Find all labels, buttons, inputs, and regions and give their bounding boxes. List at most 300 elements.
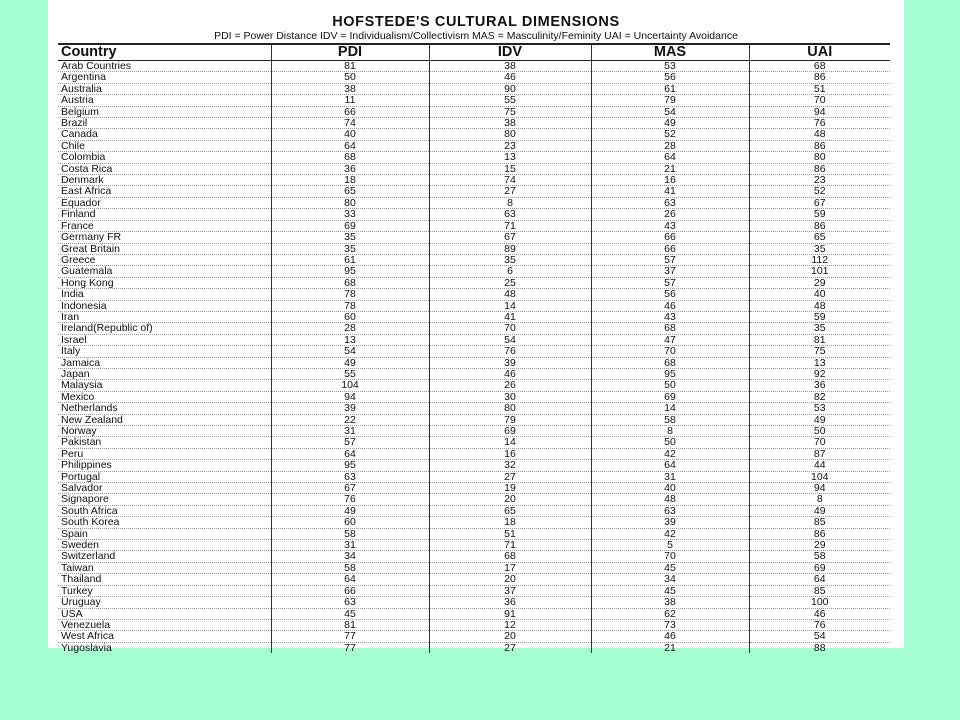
idv-cell: 8 <box>429 197 591 208</box>
idv-cell: 76 <box>429 346 591 357</box>
mas-cell: 14 <box>591 403 749 414</box>
table-row <box>58 118 890 129</box>
idv-cell: 12 <box>429 619 591 630</box>
table-row <box>58 277 890 288</box>
idv-cell: 20 <box>429 494 591 505</box>
idv-cell: 26 <box>429 380 591 391</box>
mas-cell: 54 <box>591 106 749 117</box>
idv-cell: 48 <box>429 289 591 300</box>
pdi-cell: 95 <box>271 460 429 471</box>
country-cell: Great Britain <box>58 243 271 254</box>
mas-cell: 49 <box>591 118 749 129</box>
mas-cell: 56 <box>591 289 749 300</box>
idv-cell: 68 <box>429 551 591 562</box>
pdi-cell: 64 <box>271 140 429 151</box>
country-cell: Belgium <box>58 106 271 117</box>
uai-cell: 49 <box>749 505 890 516</box>
uai-cell: 65 <box>749 232 890 243</box>
idv-cell: 32 <box>429 460 591 471</box>
header-mas: MAS <box>591 44 749 61</box>
pdi-cell: 76 <box>271 494 429 505</box>
mas-cell: 62 <box>591 608 749 619</box>
idv-cell: 19 <box>429 483 591 494</box>
uai-cell: 64 <box>749 574 890 585</box>
mas-cell: 39 <box>591 517 749 528</box>
pdi-cell: 38 <box>271 83 429 94</box>
idv-cell: 16 <box>429 448 591 459</box>
country-cell: Salvador <box>58 483 271 494</box>
uai-cell: 44 <box>749 460 890 471</box>
country-cell: Peru <box>58 448 271 459</box>
table-row <box>58 209 890 220</box>
table-row <box>58 357 890 368</box>
country-cell: South Korea <box>58 517 271 528</box>
mas-cell: 47 <box>591 334 749 345</box>
pdi-cell: 81 <box>271 619 429 630</box>
mas-cell: 38 <box>591 597 749 608</box>
mas-cell: 41 <box>591 186 749 197</box>
mas-cell: 48 <box>591 494 749 505</box>
uai-cell: 104 <box>749 471 890 482</box>
country-cell: Sweden <box>58 540 271 551</box>
uai-cell: 40 <box>749 289 890 300</box>
pdi-cell: 77 <box>271 642 429 653</box>
header-pdi: PDI <box>271 44 429 61</box>
table-row <box>58 175 890 186</box>
mas-cell: 73 <box>591 619 749 630</box>
uai-cell: 100 <box>749 597 890 608</box>
pdi-cell: 67 <box>271 483 429 494</box>
uai-cell: 53 <box>749 403 890 414</box>
uai-cell: 86 <box>749 72 890 83</box>
pdi-cell: 36 <box>271 163 429 174</box>
table-row <box>58 334 890 345</box>
pdi-cell: 66 <box>271 585 429 596</box>
pdi-cell: 49 <box>271 505 429 516</box>
country-cell: Italy <box>58 346 271 357</box>
idv-cell: 27 <box>429 471 591 482</box>
mas-cell: 70 <box>591 346 749 357</box>
uai-cell: 86 <box>749 140 890 151</box>
country-cell: Guatemala <box>58 266 271 277</box>
uai-cell: 35 <box>749 323 890 334</box>
uai-cell: 87 <box>749 448 890 459</box>
pdi-cell: 54 <box>271 346 429 357</box>
mas-cell: 52 <box>591 129 749 140</box>
table-row <box>58 368 890 379</box>
table-row <box>58 391 890 402</box>
country-cell: India <box>58 289 271 300</box>
table-row <box>58 72 890 83</box>
mas-cell: 79 <box>591 95 749 106</box>
uai-cell: 92 <box>749 368 890 379</box>
mas-cell: 63 <box>591 505 749 516</box>
mas-cell: 95 <box>591 368 749 379</box>
mas-cell: 21 <box>591 163 749 174</box>
idv-cell: 80 <box>429 129 591 140</box>
table-row <box>58 254 890 265</box>
idv-cell: 17 <box>429 562 591 573</box>
table-row <box>58 163 890 174</box>
country-cell: Netherlands <box>58 403 271 414</box>
mas-cell: 42 <box>591 448 749 459</box>
pdi-cell: 40 <box>271 129 429 140</box>
mas-cell: 21 <box>591 642 749 653</box>
uai-cell: 59 <box>749 311 890 322</box>
idv-cell: 80 <box>429 403 591 414</box>
uai-cell: 112 <box>749 254 890 265</box>
idv-cell: 89 <box>429 243 591 254</box>
country-cell: Mexico <box>58 391 271 402</box>
table-row <box>58 562 890 573</box>
pdi-cell: 63 <box>271 597 429 608</box>
pdi-cell: 18 <box>271 175 429 186</box>
country-cell: Brazil <box>58 118 271 129</box>
mas-cell: 66 <box>591 232 749 243</box>
country-cell: Colombia <box>58 152 271 163</box>
pdi-cell: 34 <box>271 551 429 562</box>
uai-cell: 36 <box>749 380 890 391</box>
mas-cell: 42 <box>591 528 749 539</box>
pdi-cell: 94 <box>271 391 429 402</box>
table-row <box>58 505 890 516</box>
pdi-cell: 68 <box>271 152 429 163</box>
idv-cell: 67 <box>429 232 591 243</box>
uai-cell: 8 <box>749 494 890 505</box>
uai-cell: 76 <box>749 619 890 630</box>
idv-cell: 90 <box>429 83 591 94</box>
table-row <box>58 608 890 619</box>
mas-cell: 8 <box>591 426 749 437</box>
pdi-cell: 95 <box>271 266 429 277</box>
pdi-cell: 13 <box>271 334 429 345</box>
country-cell: West Africa <box>58 631 271 642</box>
uai-cell: 35 <box>749 243 890 254</box>
idv-cell: 46 <box>429 368 591 379</box>
idv-cell: 63 <box>429 209 591 220</box>
country-cell: Chile <box>58 140 271 151</box>
idv-cell: 70 <box>429 323 591 334</box>
pdi-cell: 69 <box>271 220 429 231</box>
uai-cell: 23 <box>749 175 890 186</box>
country-cell: Costa Rica <box>58 163 271 174</box>
idv-cell: 55 <box>429 95 591 106</box>
mas-cell: 31 <box>591 471 749 482</box>
uai-cell: 48 <box>749 300 890 311</box>
data-table <box>58 43 890 653</box>
table-row <box>58 597 890 608</box>
pdi-cell: 68 <box>271 277 429 288</box>
table-row <box>58 437 890 448</box>
idv-cell: 65 <box>429 505 591 516</box>
mas-cell: 46 <box>591 631 749 642</box>
idv-cell: 36 <box>429 597 591 608</box>
idv-cell: 69 <box>429 426 591 437</box>
idv-cell: 25 <box>429 277 591 288</box>
uai-cell: 67 <box>749 197 890 208</box>
uai-cell: 94 <box>749 106 890 117</box>
pdi-cell: 63 <box>271 471 429 482</box>
table-row <box>58 186 890 197</box>
idv-cell: 71 <box>429 220 591 231</box>
uai-cell: 86 <box>749 163 890 174</box>
pdi-cell: 50 <box>271 72 429 83</box>
uai-cell: 70 <box>749 437 890 448</box>
uai-cell: 85 <box>749 585 890 596</box>
country-cell: Spain <box>58 528 271 539</box>
idv-cell: 38 <box>429 118 591 129</box>
mas-cell: 43 <box>591 220 749 231</box>
country-cell: Japan <box>58 368 271 379</box>
uai-cell: 75 <box>749 346 890 357</box>
country-cell: Uruguay <box>58 597 271 608</box>
mas-cell: 45 <box>591 562 749 573</box>
table-row <box>58 311 890 322</box>
table-row <box>58 471 890 482</box>
table-row <box>58 574 890 585</box>
pdi-cell: 22 <box>271 414 429 425</box>
mas-cell: 46 <box>591 300 749 311</box>
mas-cell: 61 <box>591 83 749 94</box>
table-row <box>58 323 890 334</box>
mas-cell: 69 <box>591 391 749 402</box>
idv-cell: 20 <box>429 631 591 642</box>
idv-cell: 74 <box>429 175 591 186</box>
mas-cell: 37 <box>591 266 749 277</box>
mas-cell: 53 <box>591 61 749 72</box>
uai-cell: 80 <box>749 152 890 163</box>
mas-cell: 26 <box>591 209 749 220</box>
mas-cell: 56 <box>591 72 749 83</box>
pdi-cell: 31 <box>271 426 429 437</box>
pdi-cell: 45 <box>271 608 429 619</box>
idv-cell: 27 <box>429 642 591 653</box>
pdi-cell: 33 <box>271 209 429 220</box>
table-row <box>58 220 890 231</box>
mas-cell: 64 <box>591 460 749 471</box>
table-row <box>58 61 890 72</box>
table-row <box>58 483 890 494</box>
pdi-cell: 31 <box>271 540 429 551</box>
page-title: HOFSTEDE'S CULTURAL DIMENSIONS <box>332 14 620 30</box>
header-row <box>58 44 890 61</box>
country-cell: Malaysia <box>58 380 271 391</box>
pdi-cell: 35 <box>271 232 429 243</box>
uai-cell: 88 <box>749 642 890 653</box>
idv-cell: 14 <box>429 300 591 311</box>
idv-cell: 79 <box>429 414 591 425</box>
idv-cell: 13 <box>429 152 591 163</box>
country-cell: Hong Kong <box>58 277 271 288</box>
table-row <box>58 414 890 425</box>
pdi-cell: 78 <box>271 289 429 300</box>
uai-cell: 51 <box>749 83 890 94</box>
idv-cell: 91 <box>429 608 591 619</box>
pdi-cell: 81 <box>271 61 429 72</box>
uai-cell: 29 <box>749 277 890 288</box>
idv-cell: 71 <box>429 540 591 551</box>
idv-cell: 37 <box>429 585 591 596</box>
uai-cell: 49 <box>749 414 890 425</box>
uai-cell: 70 <box>749 95 890 106</box>
pdi-cell: 61 <box>271 254 429 265</box>
table-row <box>58 540 890 551</box>
uai-cell: 29 <box>749 540 890 551</box>
country-cell: Canada <box>58 129 271 140</box>
uai-cell: 94 <box>749 483 890 494</box>
table-row <box>58 426 890 437</box>
idv-cell: 35 <box>429 254 591 265</box>
pdi-cell: 58 <box>271 528 429 539</box>
table-row <box>58 551 890 562</box>
table-row <box>58 197 890 208</box>
uai-cell: 86 <box>749 220 890 231</box>
country-cell: Ireland(Republic of) <box>58 323 271 334</box>
country-cell: New Zealand <box>58 414 271 425</box>
mas-cell: 68 <box>591 357 749 368</box>
idv-cell: 54 <box>429 334 591 345</box>
header-uai: UAI <box>749 44 890 61</box>
pdi-cell: 60 <box>271 311 429 322</box>
mas-cell: 40 <box>591 483 749 494</box>
country-cell: East Africa <box>58 186 271 197</box>
table-row <box>58 619 890 630</box>
pdi-cell: 57 <box>271 437 429 448</box>
table-row <box>58 642 890 653</box>
uai-cell: 82 <box>749 391 890 402</box>
country-cell: Yugoslavia <box>61 642 112 654</box>
table-row <box>58 517 890 528</box>
uai-cell: 76 <box>749 118 890 129</box>
country-cell: Israel <box>58 334 271 345</box>
country-cell: Greece <box>58 254 271 265</box>
country-cell: Germany FR <box>58 232 271 243</box>
uai-cell: 69 <box>749 562 890 573</box>
mas-cell: 64 <box>591 152 749 163</box>
mas-cell: 28 <box>591 140 749 151</box>
legend-text: PDI = Power Distance IDV = Individualism/Collectivism MAS = Masculinity/Feminity UAI = Uncertainty Avoidance <box>214 30 738 42</box>
country-cell: Norway <box>58 426 271 437</box>
idv-cell: 51 <box>429 528 591 539</box>
country-cell: Switzerland <box>58 551 271 562</box>
idv-cell: 14 <box>429 437 591 448</box>
mas-cell: 34 <box>591 574 749 585</box>
mas-cell: 58 <box>591 414 749 425</box>
table-row <box>58 140 890 151</box>
mas-cell: 5 <box>591 540 749 551</box>
country-cell: Equador <box>58 197 271 208</box>
idv-cell: 23 <box>429 140 591 151</box>
uai-cell: 86 <box>749 528 890 539</box>
uai-cell: 58 <box>749 551 890 562</box>
pdi-cell: 65 <box>271 186 429 197</box>
pdi-cell: 58 <box>271 562 429 573</box>
mas-cell: 57 <box>591 277 749 288</box>
country-cell: Pakistan <box>58 437 271 448</box>
uai-cell: 13 <box>749 357 890 368</box>
table-row <box>58 460 890 471</box>
table-row <box>58 528 890 539</box>
uai-cell: 68 <box>749 61 890 72</box>
pdi-cell: 74 <box>271 118 429 129</box>
table-sheet <box>48 0 904 654</box>
country-cell: Denmark <box>58 175 271 186</box>
idv-cell: 38 <box>429 61 591 72</box>
idv-cell: 41 <box>429 311 591 322</box>
country-cell: Finland <box>58 209 271 220</box>
country-cell: Arab Countries <box>58 61 271 72</box>
table-row <box>58 266 890 277</box>
mas-cell: 43 <box>591 311 749 322</box>
country-cell: Austria <box>58 95 271 106</box>
country-cell: Australia <box>58 83 271 94</box>
country-cell: Signapore <box>58 494 271 505</box>
table-row <box>58 129 890 140</box>
table-row <box>58 289 890 300</box>
idv-cell: 15 <box>429 163 591 174</box>
header-idv: IDV <box>429 44 591 61</box>
mas-cell: 45 <box>591 585 749 596</box>
mas-cell: 66 <box>591 243 749 254</box>
header-country: Country <box>58 44 271 61</box>
country-cell: Indonesia <box>58 300 271 311</box>
table-row <box>58 448 890 459</box>
uai-cell: 52 <box>749 186 890 197</box>
pdi-cell: 39 <box>271 403 429 414</box>
table-row <box>58 380 890 391</box>
pdi-cell: 55 <box>271 368 429 379</box>
mas-cell: 50 <box>591 437 749 448</box>
uai-cell: 85 <box>749 517 890 528</box>
uai-cell: 48 <box>749 129 890 140</box>
pdi-cell: 11 <box>271 95 429 106</box>
pdi-cell: 60 <box>271 517 429 528</box>
table-row <box>58 346 890 357</box>
country-cell: Turkey <box>58 585 271 596</box>
table-row <box>58 232 890 243</box>
idv-cell: 18 <box>429 517 591 528</box>
pdi-cell: 66 <box>271 106 429 117</box>
idv-cell: 46 <box>429 72 591 83</box>
table-row <box>58 83 890 94</box>
idv-cell: 39 <box>429 357 591 368</box>
uai-cell: 59 <box>749 209 890 220</box>
country-cell: Portugal <box>58 471 271 482</box>
pdi-cell: 28 <box>271 323 429 334</box>
table-row <box>58 494 890 505</box>
idv-cell: 75 <box>429 106 591 117</box>
country-cell: USA <box>58 608 271 619</box>
uai-cell: 46 <box>749 608 890 619</box>
pdi-cell: 77 <box>271 631 429 642</box>
table-row <box>58 403 890 414</box>
table-row <box>58 243 890 254</box>
mas-cell: 57 <box>591 254 749 265</box>
pdi-cell: 64 <box>271 574 429 585</box>
pdi-cell: 104 <box>271 380 429 391</box>
idv-cell: 20 <box>429 574 591 585</box>
mas-cell: 70 <box>591 551 749 562</box>
table-row <box>58 631 890 642</box>
table-row <box>58 95 890 106</box>
pdi-cell: 35 <box>271 243 429 254</box>
country-cell: Argentina <box>58 72 271 83</box>
mas-cell: 16 <box>591 175 749 186</box>
uai-cell: 81 <box>749 334 890 345</box>
mas-cell: 50 <box>591 380 749 391</box>
mas-cell: 68 <box>591 323 749 334</box>
country-cell: Venezuela <box>58 619 271 630</box>
